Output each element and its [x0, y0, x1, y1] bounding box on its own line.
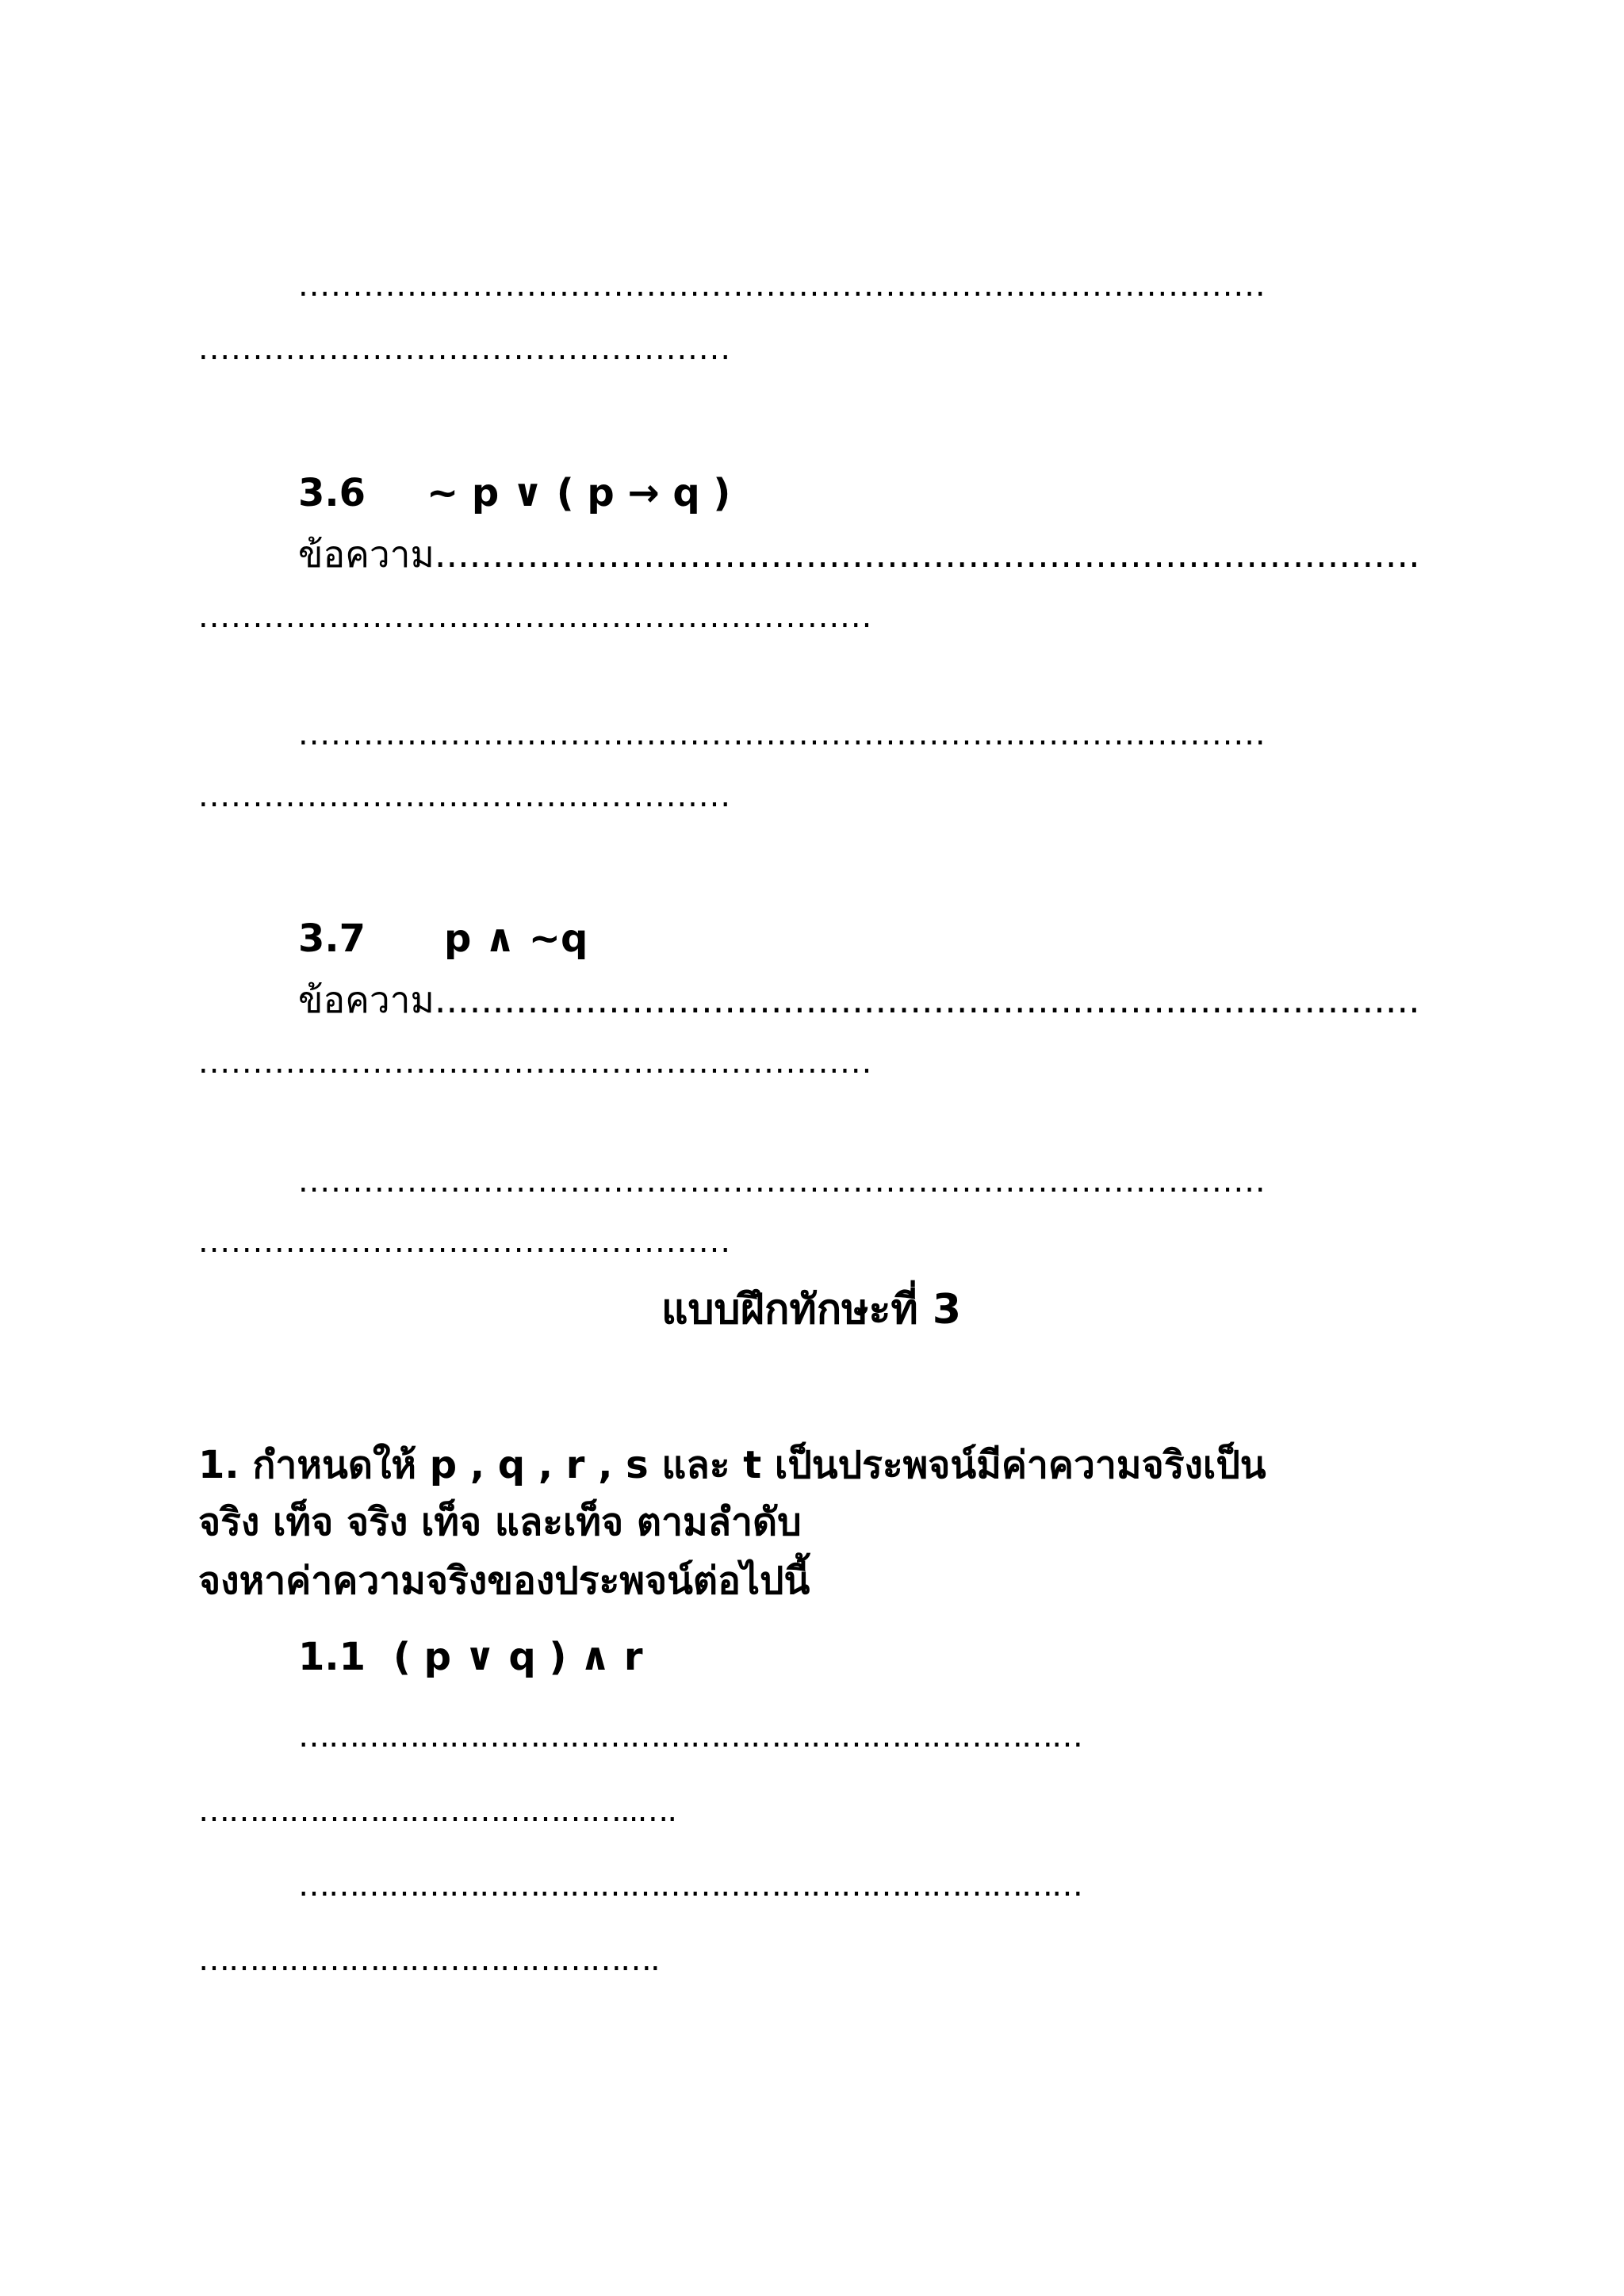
- item-number: 1.1: [298, 1635, 366, 1679]
- statement-line: ข้อความ.....................................................................................: [298, 533, 1420, 576]
- answer-line: .........................................................................................: [298, 267, 1266, 304]
- answer-line: ……………………………………………………………………: [298, 1867, 1082, 1904]
- question-line: จริง เท็จ จริง เท็จ และเท็จ ตามลำดับ: [198, 1500, 802, 1544]
- answer-line: ..............................................................: [198, 599, 873, 635]
- item-formula: ( p ∨ q ) ∧ r: [393, 1635, 643, 1679]
- exercise-title: แบบฝึกทักษะที่ 3: [661, 1286, 962, 1334]
- item-number: 3.7: [298, 916, 366, 961]
- answer-line: .................................................: [198, 778, 732, 814]
- answer-line: .........................................................................................: [298, 1163, 1266, 1200]
- question-line: จงหาค่าความจริงของประพจน์ต่อไปนี้: [198, 1559, 810, 1603]
- answer-line: ..............................................................: [198, 1044, 873, 1081]
- answer-line: .................................................: [198, 1223, 732, 1260]
- question-line: 1. กำหนดให้ p , q , r , s และ t เป็นประพจน์มีค่าความจริงเป็น: [198, 1443, 1266, 1487]
- answer-line: ……………………………………….: [198, 1942, 659, 1978]
- item-formula: ~ p ∨ ( p → q ): [427, 471, 731, 515]
- answer-line: .........................................................................................: [298, 716, 1266, 752]
- answer-line: ……………………………………………………………………: [298, 1718, 1082, 1755]
- item-number: 3.6: [298, 471, 366, 515]
- answer-line: ……………………………………..….: [198, 1793, 676, 1829]
- answer-line: .................................................: [198, 331, 732, 367]
- statement-line: ข้อความ.....................................................................................: [298, 978, 1420, 1021]
- item-formula: p ∧ ~q: [444, 916, 588, 961]
